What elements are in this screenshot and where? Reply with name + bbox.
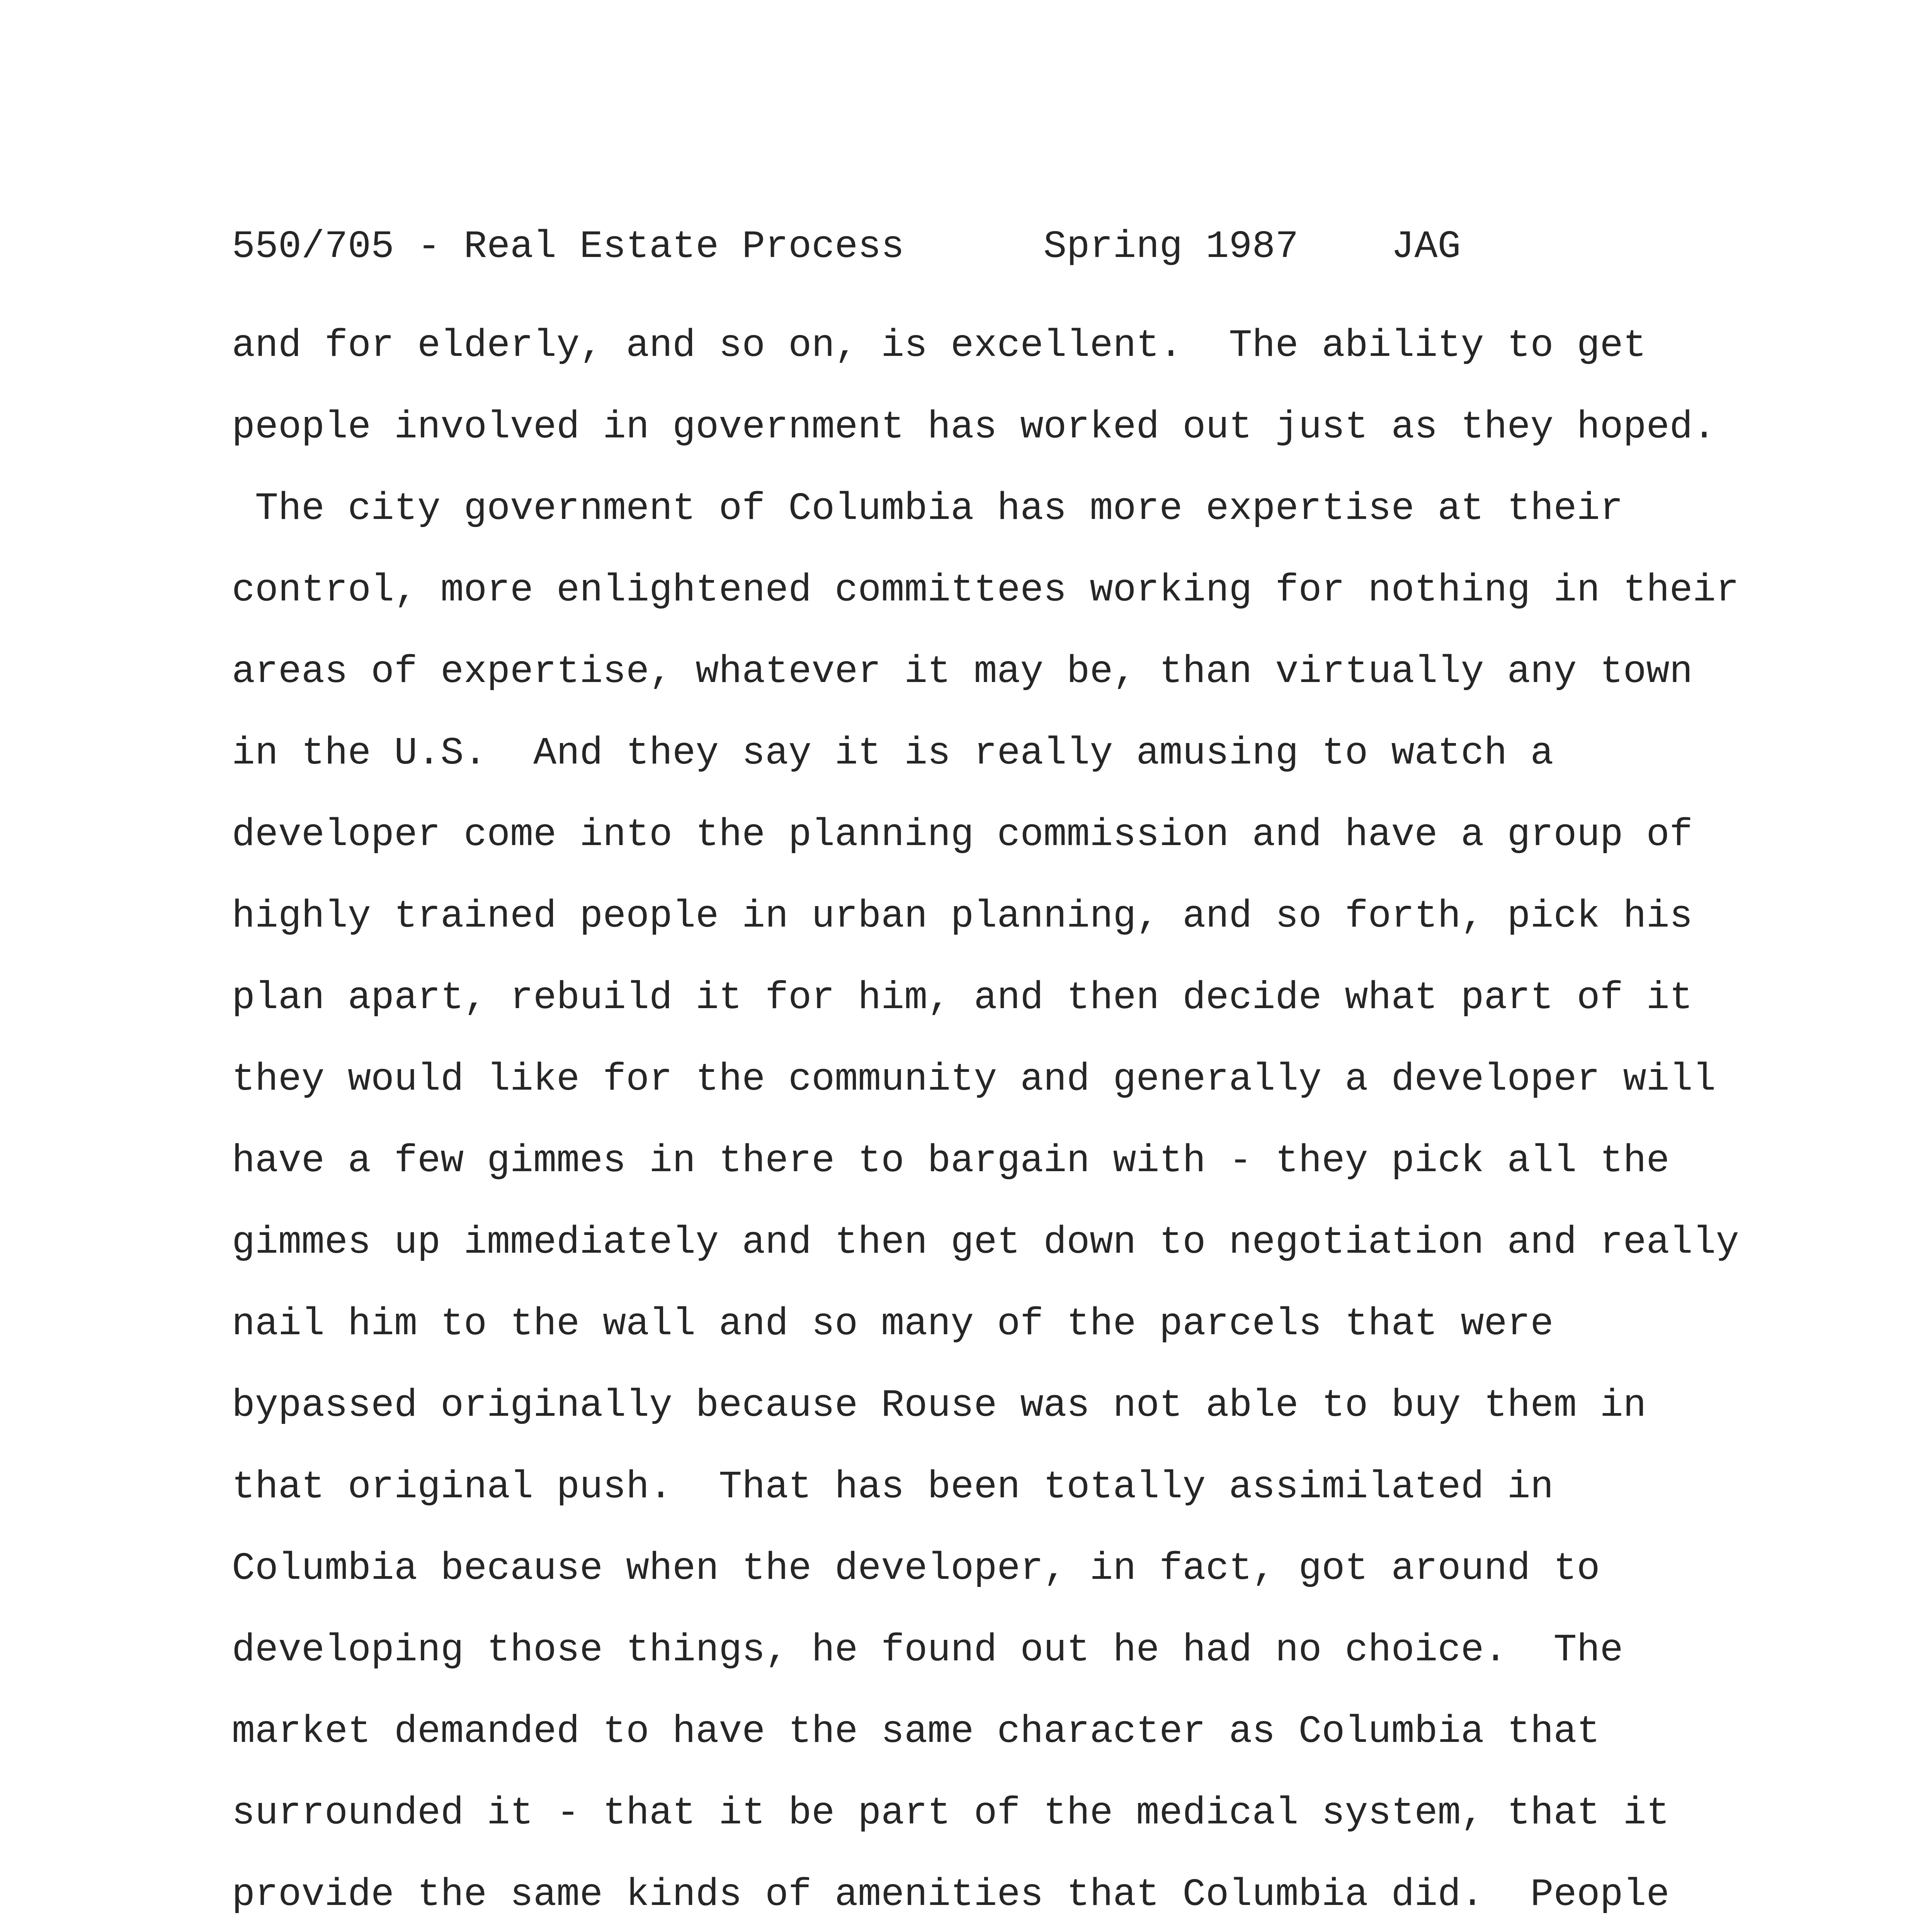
body-line: developing those things, he found out he had no choice. The (232, 1629, 1623, 1672)
body-line: Columbia because when the developer, in fact, got around to (232, 1547, 1600, 1591)
body-line: they would like for the community and generally a developer will (232, 1058, 1716, 1102)
body-line: provide the same kinds of amenities that Columbia did. People (232, 1873, 1670, 1917)
body-line: market demanded to have the same character as Columbia that (232, 1710, 1600, 1754)
body-line: gimmes up immediately and then get down to negotiation and really (232, 1221, 1739, 1265)
body-line: that original push. That has been totally assimilated in (232, 1466, 1554, 1509)
body-text (232, 305, 1739, 1932)
body-line: developer come into the planning commission and have a group of (232, 813, 1693, 857)
body-line: plan apart, rebuild it for him, and then decide what part of it (232, 976, 1693, 1020)
page-header: 550/705 - Real Estate Process Spring 1987 JAG (232, 225, 1461, 269)
body-line: The city government of Columbia has more expertise at their (232, 487, 1623, 531)
body-line: have a few gimmes in there to bargain with - they pick all the (232, 1139, 1670, 1183)
body-line: and for elderly, and so on, is excellent. The ability to get (232, 324, 1646, 368)
body-line: in the U.S. And they say it is really amusing to watch a (232, 732, 1554, 776)
body-line: highly trained people in urban planning, and so forth, pick his (232, 895, 1693, 939)
body-line: people involved in government has worked out just as they hoped. (232, 406, 1716, 449)
body-line: control, more enlightened committees working for nothing in their (232, 569, 1739, 612)
body-line: bypassed originally because Rouse was not able to buy them in (232, 1384, 1646, 1428)
body-line: nail him to the wall and so many of the parcels that were (232, 1303, 1554, 1346)
body-line: surrounded it - that it be part of the medical system, that it (232, 1792, 1670, 1835)
body-line: areas of expertise, whatever it may be, than virtually any town (232, 650, 1693, 694)
